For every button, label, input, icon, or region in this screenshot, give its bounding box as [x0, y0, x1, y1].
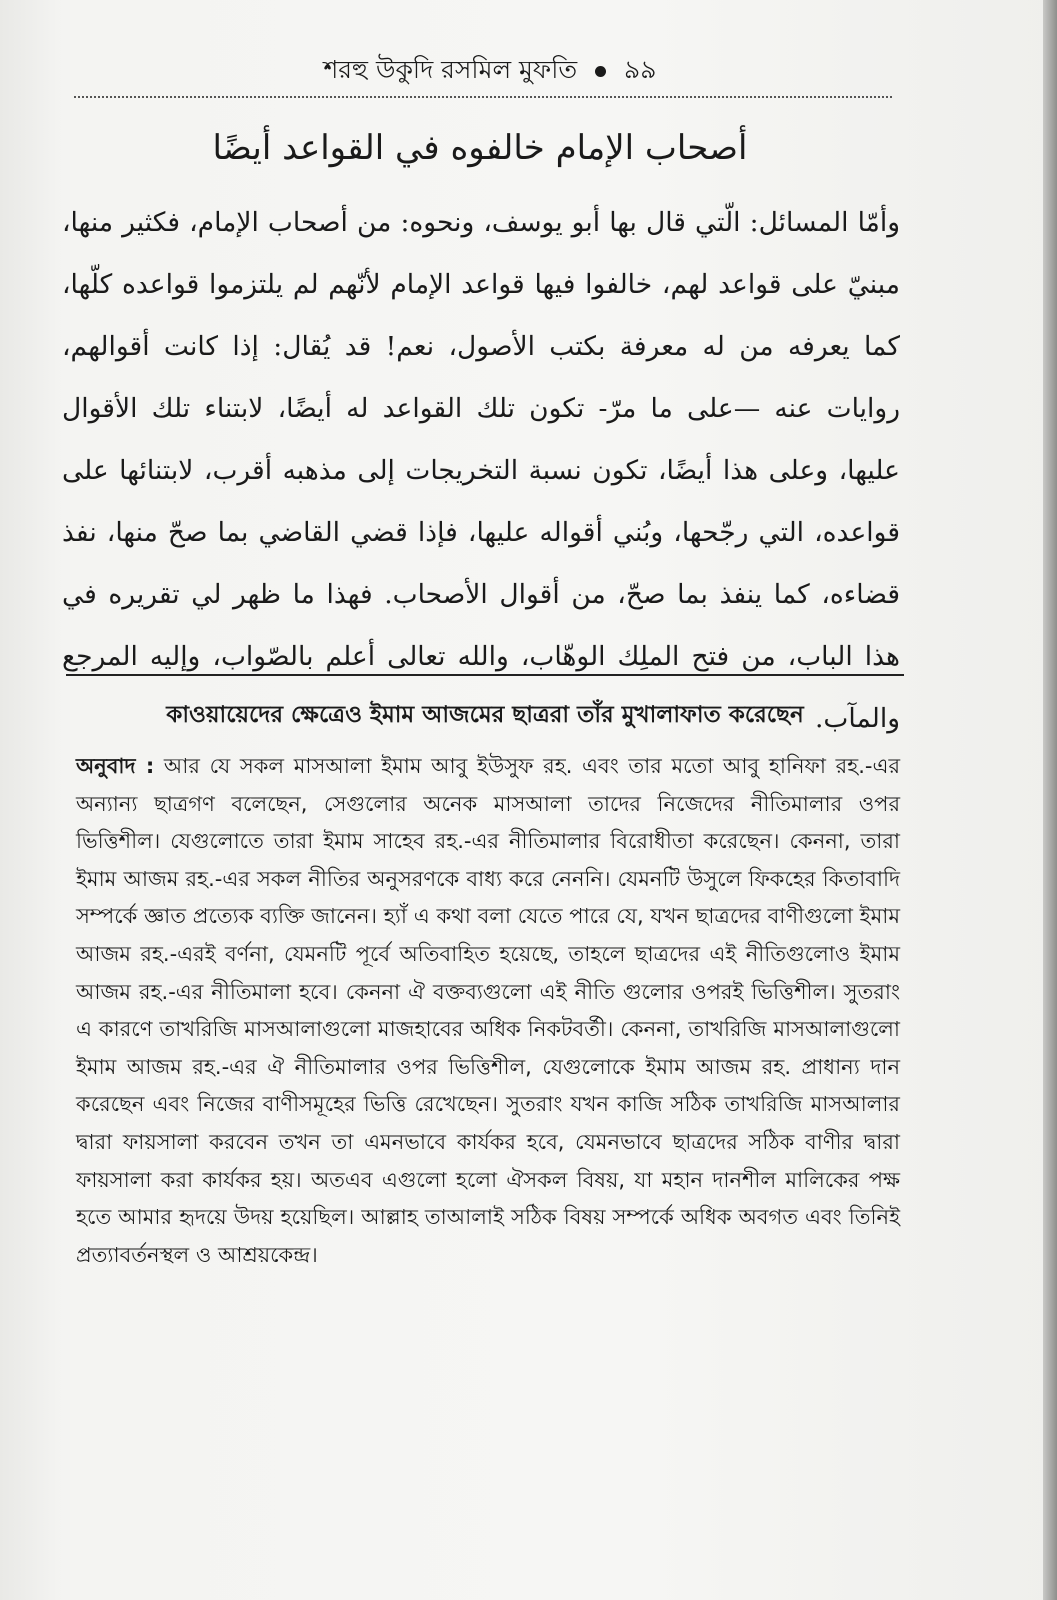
header-dotted-rule — [74, 96, 892, 98]
bangla-paragraph-text: আর যে সকল মাসআলা ইমাম আবু ইউসুফ রহ. এবং তার মতো আবু হানিফা রহ.-এর অন্যান্য ছাত্রগণ বলেছেন, সেগুলোর অনেক মাসআলা তাদের নিজেদের নীতিমালার ওপর ভিত্তিশীল। যেগুলোতে তারা ইমাম সাহেব রহ.-এর নীতিমালার বিরোধীতা করেছেন। কেননা, তারা ইমাম আজম রহ.-এর সকল নীতির অনুসরণকে বাধ্য করে নেননি। যেমনটি উসুলে ফিকহের কিতাবাদি সম্পর্কে জ্ঞাত প্রত্যেক ব্যক্তি জানেন। হ্যাঁ এ কথা বলা যেতে পারে যে, যখন ছাত্রদের বাণীগুলো ইমাম আজম রহ.-এরই বর্ণনা, যেমনটি পূর্বে অতিবাহিত হয়েছে, তাহলে ছাত্রদের এই নীতিগুলোও ইমাম আজম রহ.-এর নীতিমালা হবে। কেননা ঐ বক্তব্যগুলো এই নীতি গুলোর ওপরই ভিত্তিশীল। সুতরাং এ কারণে তাখরিজি মাসআলাগুলো মাজহাবের অধিক নিকটবর্তী। কেননা, তাখরিজি মাসআলাগুলো ইমাম আজম রহ.-এর ঐ নীতিমালার ওপর ভিত্তিশীল, যেগুলোকে ইমাম আজম রহ. প্রাধান্য দান করেছেন এবং নিজের বাণীসমূহের ভিত্তি রেখেছেন। সুতরাং যখন কাজি সঠিক তাখরিজি মাসআলার দ্বারা ফায়সালা করবেন তখন তা এমনভাবে কার্যকর হবে, যেমনভাবে ছাত্রদের সঠিক বাণীর দ্বারা ফায়সালা করা কার্যকর হয়। অতএব এগুলো হলো ঐসকল বিষয়, যা মহান দানশীল মালিকের পক্ষ হতে আমার হৃদয়ে উদয় হয়েছিল। আল্লাহ তাআলাই সঠিক বিষয় সম্পর্কে অধিক অবগত এবং তিনিই প্রত্যাবর্তনস্থল ও আশ্রয়কেন্দ্র। — [76, 754, 900, 1267]
arabic-paragraph: وأمّا المسائل: الّتي قال بها أبو يوسف، ونحوه: من أصحاب الإمام، فكثير منها، مبنيّ على قواعد لهم، خالفوا فيها قواعد الإمام لأنّهم لم يلتزموا قواعده كلّها، كما يعرفه من له معرفة بكتب الأصول، نعم! قد يُقال: إذا كانت أقوالهم، روايات عنه —على ما مرّ- تكون تلك القواعد له أيضًا، لابتناء تلك الأقوال عليها، وعلى هذا أيضًا، تكون نسبة التخريجات إلى مذهبه أقرب، لابتنائها على قواعده، التي رجّحها، وبُني أقواله عليها، فإذا قضي القاضي بما صحّ منها، نفذ قضاءه، كما ينفذ بما صحّ، من أقوال الأصحاب. فهذا ما ظهر لي تقريره في هذا الباب، من فتح الملِك الوهّاب، والله تعالى أعلم بالصّواب، وإليه المرجع والمآب. — [62, 207, 900, 734]
arabic-text-block — [62, 192, 900, 750]
section-divider — [66, 674, 904, 676]
translation-label: অনুবাদ : — [76, 754, 155, 778]
bangla-text-block — [76, 748, 900, 1274]
book-title: শরহু উকুদি রসমিল মুফতি — [323, 55, 578, 84]
arabic-heading: أصحاب الإمام خالفوه في القواعد أيضًا — [212, 128, 748, 168]
bangla-heading: কাওয়ায়েদের ক্ষেত্রেও ইমাম আজমের ছাত্ররা তাঁর মুখালাফাত করেছেন — [166, 702, 804, 728]
bullet-separator — [595, 66, 606, 77]
page-number: ৯৯ — [624, 55, 657, 84]
running-header — [300, 50, 680, 93]
page-edge-shadow — [1043, 0, 1057, 1600]
bangla-paragraph — [76, 748, 900, 1274]
